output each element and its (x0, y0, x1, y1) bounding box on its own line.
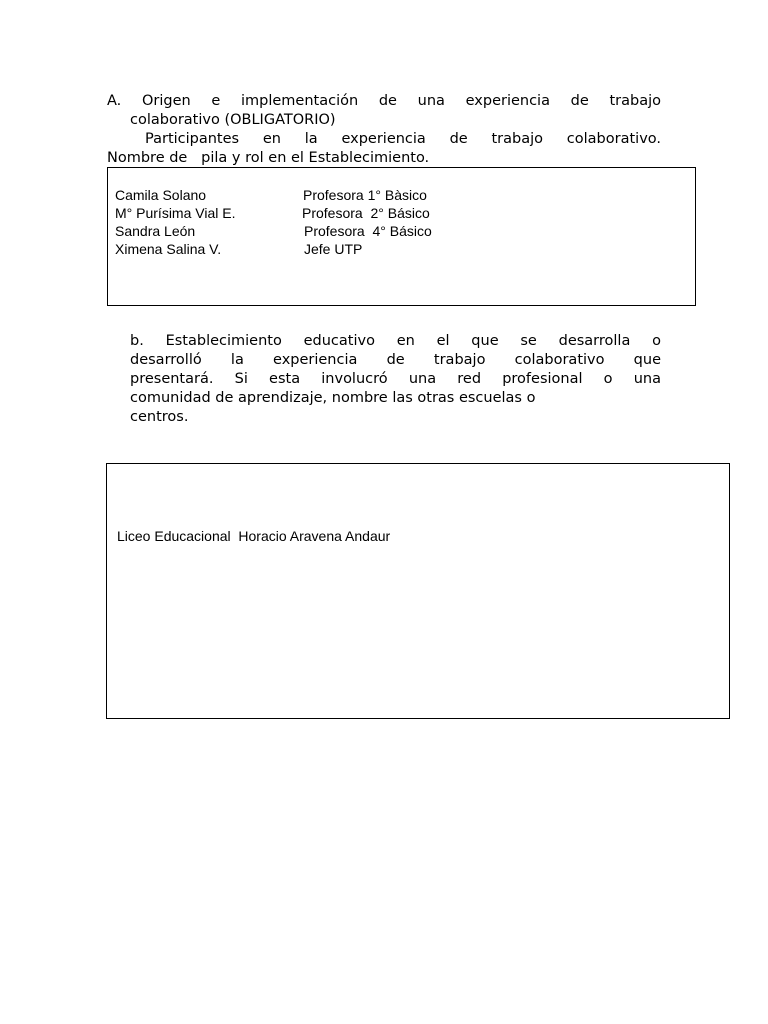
participant-role: Profesora 2° Básico (302, 205, 430, 221)
section-a-title-line-2: colaborativo (OBLIGATORIO) (130, 112, 336, 128)
school-box (106, 463, 730, 719)
participant-name: Camila Solano (115, 187, 207, 203)
section-a-title-line-1: A. Origen e implementación de una experiencia de trabajo (107, 93, 661, 109)
section-b-heading (130, 332, 661, 427)
participant-role: Profesora 4° Básico (304, 223, 432, 239)
participant-role: Profesora 1° Bàsico (303, 187, 427, 203)
participant-name: Ximena Salina V. (115, 241, 222, 257)
section-b-line-3: presentará. Si esta involucró una red profesional o una (130, 371, 661, 387)
section-b-line-5: centros. (130, 409, 189, 425)
section-a-subtitle-line-2: Nombre de pila y rol en el Establecimiento. (107, 150, 430, 166)
section-a-heading (107, 92, 661, 168)
participant-role: Jefe UTP (304, 241, 363, 257)
participant-name: Sandra León (115, 223, 196, 239)
school-name: Liceo Educacional Horacio Aravena Andaur (117, 528, 391, 544)
participants-box (107, 167, 696, 306)
section-b-line-1: b. Establecimiento educativo en el que se desarrolla o (130, 333, 661, 349)
participant-name: M° Purísima Vial E. (115, 205, 236, 221)
section-b-line-4: comunidad de aprendizaje, nombre las otras escuelas o (130, 390, 536, 406)
section-b-line-2: desarrolló la experiencia de trabajo colaborativo que (130, 352, 661, 368)
section-a-subtitle-line-1: Participantes en la experiencia de trabajo colaborativo. (145, 131, 661, 147)
